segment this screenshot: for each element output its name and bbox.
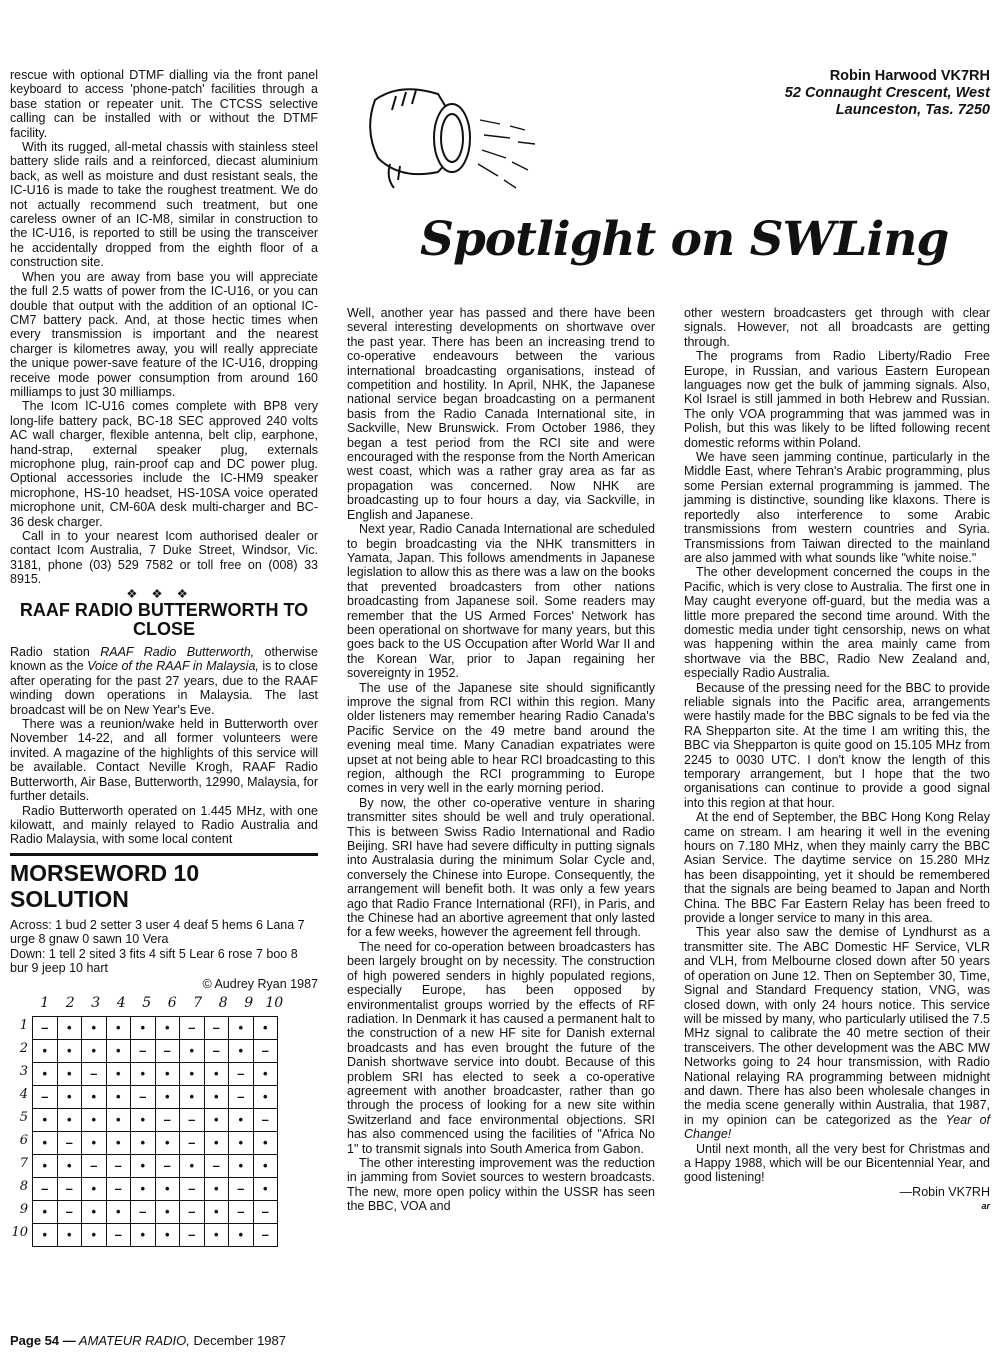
grid-cell: – xyxy=(180,1200,205,1223)
grid-cell: – xyxy=(131,1200,156,1223)
grid-table xyxy=(32,1016,278,1247)
grid-column-number: 7 xyxy=(193,994,203,1011)
paragraph: The programs from Radio Liberty/Radio Free Europe, in Russian, and various Eastern European languages now get the bulk of jamming signals. Also, Kol Israel is still jammed in both Hebrew and Russian. The only VOA programming that was jammed was in Polish, but this was likely to be lifted following recent domestic reforms within Poland. xyxy=(684,349,990,450)
grid-cell: – xyxy=(180,1131,205,1154)
grid-cell: • xyxy=(82,1085,107,1108)
grid-cell: • xyxy=(82,1177,107,1200)
grid-row xyxy=(33,1016,278,1039)
grid-cell: • xyxy=(155,1131,180,1154)
grid-cell: • xyxy=(204,1177,229,1200)
paragraph: We have seen jamming continue, particularly in the Middle East, where Tehran's Arabic programming, plus some Persian external programming is jammed. The jamming is distinctive, sounding like klaxons. There is reportedly also interference to some Arabic transmissions from western countries and Syria. Transmissions from Taiwan directed to the mainland are also jammed with what sounds like "white noise." xyxy=(684,450,990,565)
grid-cell: – xyxy=(131,1085,156,1108)
grid-cell: – xyxy=(180,1108,205,1131)
paragraph: The other interesting improvement was the reduction in jamming from Soviet sources to western broadcasts. The new, more open policy within the USSR has seen the BBC, VOA and xyxy=(347,1155,655,1214)
grid-cell: • xyxy=(33,1200,58,1223)
grid-cell: • xyxy=(229,1016,254,1039)
grid-cell: • xyxy=(106,1039,131,1062)
paragraph: Call in to your nearest Icom authorised dealer or contact Icom Australia, 7 Duke Street, Windsor, Vic. 3181, phone (03) 529 7582 or toll free on (008) 33 8915. xyxy=(10,529,318,587)
grid-column-number: 2 xyxy=(65,994,75,1011)
grid-cell: – xyxy=(155,1039,180,1062)
paragraph: At the end of September, the BBC Hong Kong Relay came on stream. I am hearing it well in the evening hours on 7.180 MHz, when they mainly carry the BBC Asian Service. The daytime service on 15.280 MHz has been disappointing, yet it should be remembered that the signals are being beamed to Japan and North China. The BBC Far Eastern Relay has been freed to provide a longer service to many in this area. xyxy=(684,810,990,926)
grid-cell: – xyxy=(253,1223,278,1246)
grid-column-number: 4 xyxy=(116,994,126,1011)
grid-cell: • xyxy=(33,1062,58,1085)
grid-cell: • xyxy=(33,1108,58,1131)
grid-cell: • xyxy=(106,1131,131,1154)
grid-column-number: 1 xyxy=(40,994,50,1011)
grid-cell: • xyxy=(229,1131,254,1154)
grid-row-number: 1 xyxy=(19,1017,28,1033)
grid-cell: – xyxy=(57,1177,82,1200)
grid-column-number: 8 xyxy=(218,994,228,1011)
grid-cell: • xyxy=(131,1223,156,1246)
grid-cell: • xyxy=(33,1131,58,1154)
grid-cell: – xyxy=(33,1085,58,1108)
grid-row-number: 7 xyxy=(19,1155,28,1171)
grid-cell: • xyxy=(155,1085,180,1108)
issue-date: December 1987 xyxy=(189,1333,287,1348)
paragraph: This year also saw the demise of Lyndhurst as a transmitter site. The ABC Domestic HF Service, VLR and VLH, from Melbourne closed down after 50 years of operation on June 12. Then on September 30, Time, Signal and Standard Frequency station, VNG, was closed down, with only 24 hours notice. This service will be missed by many, who particularly utilised the 7.5 MHz signal to calibrate the 40 metre section of their transceivers. The other development was the ABC MW Networks going to 24 hour transmission, with Radio National relaying RA programming between midnight and dawn. There has also been wholesale changes in the media scene generally within Australia, that 1987, in my opinion can be categorized as the Year of Change! xyxy=(684,925,990,1142)
grid-cell: • xyxy=(57,1108,82,1131)
grid-cell: • xyxy=(253,1131,278,1154)
grid-cell: • xyxy=(155,1016,180,1039)
article-title: Spotlight on SWLing xyxy=(420,212,949,267)
grid-cell: • xyxy=(106,1062,131,1085)
grid-cell: • xyxy=(253,1154,278,1177)
grid-cell: • xyxy=(82,1223,107,1246)
grid-row xyxy=(33,1223,278,1246)
grid-cell: • xyxy=(204,1062,229,1085)
morseword-grid xyxy=(10,996,318,1247)
grid-row-number: 5 xyxy=(19,1109,28,1125)
grid-cell: • xyxy=(131,1108,156,1131)
paragraph: Until next month, all the very best for Christmas and a Happy 1988, which will be our Bicentennial Year, and good listening! xyxy=(684,1141,990,1185)
grid-cell: • xyxy=(33,1223,58,1246)
grid-cell: • xyxy=(204,1085,229,1108)
morseword-down: Down: 1 tell 2 sited 3 fits 4 sift 5 Lear 6 rose 7 boo 8 bur 9 jeep 10 hart xyxy=(10,946,298,975)
magazine-name: AMATEUR RADIO, xyxy=(75,1333,190,1348)
page-number: Page 54 — xyxy=(10,1333,76,1348)
grid-cell: • xyxy=(155,1177,180,1200)
grid-cell: – xyxy=(253,1200,278,1223)
grid-cell: • xyxy=(253,1016,278,1039)
grid-cell: – xyxy=(229,1200,254,1223)
grid-column-number: 10 xyxy=(265,994,284,1011)
grid-cell: – xyxy=(82,1154,107,1177)
paragraph: The need for co-operation between broadcasters has been largely brought on by necessity. The construction of high powered senders in highly populated regions, especially Europe, has been opposed by environmentalist groups worried by the effects of RF radiation. In Denmark it has caused a permanent halt to the construction of a new HF site for Danish external broadcasts and has even brought the future of the Danish shortwave service into doubt. Because of this problem SRI has elected to seek a co-operative agreement with another broadcaster, rather than go through the process of looking for a new site within Switzerland and face environmental objections. SRI has also commenced using the facilities of "Africa No 1" to transmit signals into South America from Gabon. xyxy=(347,939,655,1156)
grid-cell: – xyxy=(253,1039,278,1062)
author-address-line2: Launceston, Tas. 7250 xyxy=(835,102,990,118)
grid-row-number: 10 xyxy=(11,1224,28,1240)
morseword-heading: MORSEWORD 10 SOLUTION xyxy=(10,859,200,912)
grid-column-number: 3 xyxy=(91,994,101,1011)
column-right xyxy=(684,306,990,1214)
column-middle xyxy=(347,306,655,1214)
paragraph: rescue with optional DTMF dialling via the front panel keyboard to access 'phone-patch' facilities through a base station or repeater unit. The CTCSS selective calling can be installed with or without the DTMF facility. xyxy=(10,68,318,140)
grid-row xyxy=(33,1108,278,1131)
paragraph: The other development concerned the coups in the Pacific, which is very close to Australia. The first one in May caught everyone off-guard, but the media was a little more prepared the second time around. With the domestic media under tight censorship, news on what was happening within the area mainly came from shortwave via the BBC, Radio New Zealand and, especially Radio Australia. xyxy=(684,565,990,681)
grid-row-number: 4 xyxy=(19,1086,28,1102)
grid-cell: • xyxy=(180,1085,205,1108)
morseword-across: Across: 1 bud 2 setter 3 user 4 deaf 5 hems 6 Lana 7 urge 8 gnaw 0 sawn 10 Vera xyxy=(10,917,305,947)
grid-cell: – xyxy=(82,1062,107,1085)
grid-cell: • xyxy=(253,1085,278,1108)
morseword-credit: © Audrey Ryan 1987 xyxy=(202,977,318,992)
section-rule xyxy=(10,853,318,856)
grid-cell: – xyxy=(180,1016,205,1039)
grid-cell: • xyxy=(82,1131,107,1154)
grid-column-number: 6 xyxy=(167,994,177,1011)
grid-cell: • xyxy=(180,1039,205,1062)
paragraph: Because of the pressing need for the BBC to provide reliable signals into the Pacific area, arrangements were hastily made for the BBC signals to be fed via the RA Shepparton site. At the time I am writing this, the BBC via Shepparton is quite good on 15.105 MHz from 2245 to 0030 UTC. I don't know the length of this temporary arrangement, but I hope that the two organisations can continue to provide a good signal into this region at that hour. xyxy=(684,680,990,810)
grid-cell: – xyxy=(131,1039,156,1062)
grid-cell: – xyxy=(155,1108,180,1131)
grid-row-number: 9 xyxy=(19,1201,28,1217)
grid-cell: • xyxy=(229,1108,254,1131)
grid-cell: • xyxy=(131,1016,156,1039)
author-name: Robin Harwood VK7RH xyxy=(829,68,990,84)
grid-row xyxy=(33,1200,278,1223)
grid-column-number: 5 xyxy=(142,994,152,1011)
grid-column-number: 9 xyxy=(244,994,254,1011)
paragraph: Well, another year has passed and there have been several interesting developments on shortwave over the past year. There has been an increasing trend to co-operative endeavours between the various international broadcasting organisations, instead of competition and hostility. In April, NHK, the Japanese national service began broadcasting on a permanent basis from the Radio Canada International site, in Sackville, New Brunswick. From October 1986, they began a test period from the RCI site and were encouraged with the response from the North American west coast, which was a rather gray area as far as propagation was concerned. Now NHK are broadcasting up to four hours a day, via Sackville, in English and Japanese. xyxy=(347,306,655,522)
paragraph: By now, the other co-operative venture in sharing transmitter sites should be well and truly operational. This is between Swiss Radio International and Radio Beijing. SRI have had severe difficulty in putting signals into Australasia during the minimum Solar Cycle and, conversely the Chinese into Europe. Consequently, the arrangement will benefit both. It was only a few years ago that Radio France International (RFI), in Paris, and the Chinese had an abortive agreement that only lasted for a few weeks, however the agreement fell through. xyxy=(347,795,655,940)
grid-cell: – xyxy=(33,1016,58,1039)
grid-cell: • xyxy=(180,1154,205,1177)
grid-cell: – xyxy=(253,1108,278,1131)
grid-cell: – xyxy=(33,1177,58,1200)
grid-cell: • xyxy=(82,1039,107,1062)
grid-cell: – xyxy=(180,1223,205,1246)
grid-cell: • xyxy=(106,1085,131,1108)
grid-cell: • xyxy=(106,1200,131,1223)
grid-cell: • xyxy=(204,1108,229,1131)
grid-cell: • xyxy=(155,1223,180,1246)
grid-cell: • xyxy=(253,1062,278,1085)
grid-cell: – xyxy=(57,1200,82,1223)
grid-row xyxy=(33,1085,278,1108)
grid-row-number: 3 xyxy=(19,1063,28,1079)
grid-cell: • xyxy=(131,1062,156,1085)
grid-cell: • xyxy=(155,1062,180,1085)
grid-cell: – xyxy=(204,1154,229,1177)
raaf-heading: RAAF RADIO BUTTERWORTH TO CLOSE xyxy=(19,600,309,640)
grid-cell: • xyxy=(131,1177,156,1200)
grid-row xyxy=(33,1131,278,1154)
grid-cell: – xyxy=(106,1223,131,1246)
grid-cell: • xyxy=(57,1154,82,1177)
paragraph: other western broadcasters get through with clear signals. However, not all broadcasts are getting through. xyxy=(684,306,990,349)
grid-row-number: 6 xyxy=(19,1132,28,1148)
paragraph: The Icom IC-U16 comes complete with BP8 very long-life battery pack, BC-18 SEC approved 240 volts AC wall charger, flexible antenna, belt clip, earphone, hand-strap, external speaker plug, externals microphone plug, rain-proof cap and DC power plug. Optional accessories include the IC-HM9 speaker microphone, HS-10 headset, HS-10SA voice operated microphone unit, CM-60A desk multi-charger and BC-36 desk charger. xyxy=(10,399,318,529)
grid-row xyxy=(33,1062,278,1085)
author-block xyxy=(785,68,990,119)
paragraph: The use of the Japanese site should significantly improve the signal from RCI within this region. Many older listeners may remember hearing Radio Canada's Pacific Service on the 49 metre band around the evening meal time. Many Canadian expatriates were upset at not being able to hear RCI broadcasting to this region, although the RCI programming to Europe comes in very well in the early morning period. xyxy=(347,680,655,796)
grid-cell: • xyxy=(57,1016,82,1039)
grid-cell: • xyxy=(229,1154,254,1177)
grid-cell: – xyxy=(229,1177,254,1200)
grid-cell: • xyxy=(82,1016,107,1039)
column-left xyxy=(10,68,318,1247)
grid-cell: • xyxy=(204,1223,229,1246)
grid-cell: • xyxy=(229,1039,254,1062)
grid-cell: • xyxy=(131,1154,156,1177)
grid-cell: • xyxy=(33,1039,58,1062)
paragraph: Next year, Radio Canada International are scheduled to begin broadcasting via the NHK transmitters in Yamata, Japan. This follows amendments in Japanese legislation to allow this as there was a law on the books that prevented broadcasters from other nations broadcasting from Japanese soil. Some readers may remember that the US Armed Forces' Network has been operational on shortwave for many years, but this goes back to the US Occupation after World War II and the Korean War, prior to Japan regaining her sovereignty in 1952. xyxy=(347,522,655,681)
grid-cell: • xyxy=(204,1200,229,1223)
grid-cell: • xyxy=(180,1062,205,1085)
grid-cell: – xyxy=(204,1016,229,1039)
grid-cell: – xyxy=(106,1154,131,1177)
grid-cell: • xyxy=(131,1131,156,1154)
grid-row xyxy=(33,1154,278,1177)
grid-cell: – xyxy=(155,1154,180,1177)
grid-cell: – xyxy=(229,1062,254,1085)
grid-cell: – xyxy=(57,1131,82,1154)
grid-cell: • xyxy=(82,1108,107,1131)
grid-cell: – xyxy=(106,1177,131,1200)
grid-cell: • xyxy=(106,1108,131,1131)
grid-cell: – xyxy=(180,1177,205,1200)
grid-cell: • xyxy=(57,1062,82,1085)
grid-cell: • xyxy=(82,1200,107,1223)
paragraph: Radio station RAAF Radio Butterworth, otherwise known as the Voice of the RAAF in Malaysia, is to close after operating for the past 27 years, due to the RAAF winding down operations in Malaysia. The last broadcast will be on New Year's Eve. xyxy=(10,645,319,717)
paragraph: There was a reunion/wake held in Butterworth over November 14-22, and all former volunteers were invited. A magazine of the highlights of this service will be available. Contact Neville Krogh, RAAF Radio Butterworth, Air Base, Butterworth, 12990, Malaysia, for further details. xyxy=(10,717,318,804)
grid-row xyxy=(33,1177,278,1200)
grid-cell: – xyxy=(229,1085,254,1108)
section-separator: ❖❖❖ xyxy=(126,586,202,601)
signature: —Robin VK7RH xyxy=(899,1184,990,1199)
grid-cell: • xyxy=(253,1177,278,1200)
author-address-line1: 52 Connaught Crescent, West xyxy=(784,85,990,101)
grid-row-number: 2 xyxy=(19,1040,28,1056)
grid-column-numbers xyxy=(32,996,318,1016)
grid-cell: • xyxy=(57,1223,82,1246)
grid-cell: • xyxy=(106,1016,131,1039)
grid-cell: • xyxy=(33,1154,58,1177)
grid-cell: – xyxy=(204,1039,229,1062)
page-footer xyxy=(10,1333,286,1348)
paragraph: With its rugged, all-metal chassis with stainless steel battery slide rails and a reinforced, diecast aluminium back, as well as moisture and dust resistant seals, the IC-U16 is made to take the roughest treatment. We do not actually recommend such treatment, but one careless owner of an IC-M8, similar in construction to the IC-U16, is reported to still be using the transceiver he accidentally dropped from the eighth floor of a construction site. xyxy=(10,140,318,270)
paragraph: Radio Butterworth operated on 1.445 MHz, with one kilowatt, and mainly relayed to Radio Australia and Radio Malaysia, with some local content xyxy=(10,803,318,847)
paragraph: When you are away from base you will appreciate the full 2.5 watts of power from the IC-U16, or you can double that output with the addition of an optional IC-CM7 battery pack. And, at those hectic times when every transmission is important and the nearest charger is kilometres away, you will really appreciate the unique power-save feature of the IC-U16, dropping receive mode power consumption from around 160 milliamps to just 30 milliamps. xyxy=(10,269,318,399)
grid-cell: • xyxy=(155,1200,180,1223)
spotlight-illustration xyxy=(360,80,560,195)
grid-row xyxy=(33,1039,278,1062)
grid-cell: • xyxy=(229,1223,254,1246)
grid-cell: • xyxy=(204,1131,229,1154)
end-mark: ar xyxy=(981,1201,990,1212)
grid-row-number: 8 xyxy=(19,1178,28,1194)
grid-cell: • xyxy=(57,1039,82,1062)
grid-cell: • xyxy=(57,1085,82,1108)
